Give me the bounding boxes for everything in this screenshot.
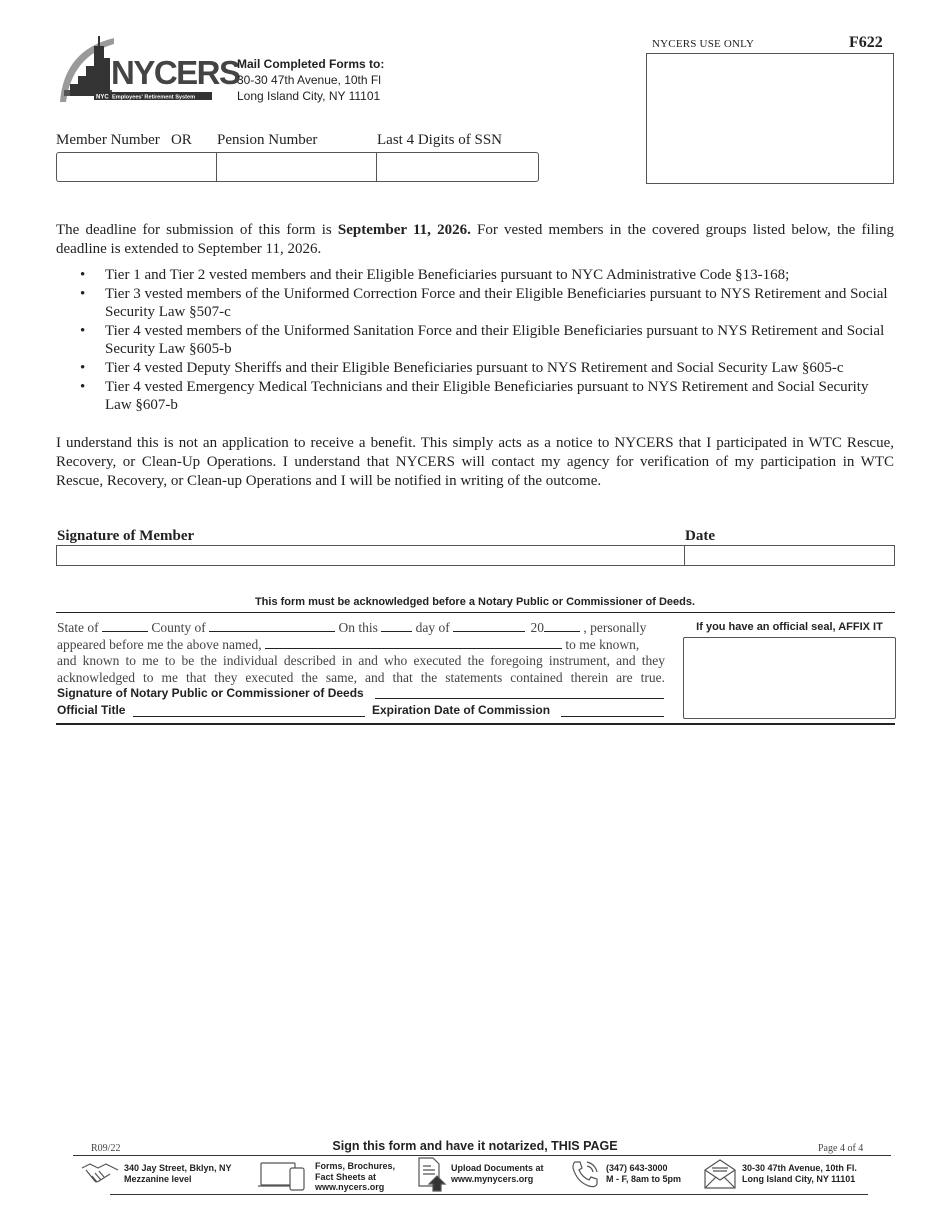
notary-line-4: acknowledged to me that they executed the same, and that the statements contained therein are true. — [57, 670, 665, 685]
to-me-known-label: to me known, — [565, 637, 640, 652]
list-item: • Tier 3 vested members of the Uniformed Correction Force and their Eligible Beneficiaries pursuant to NYS Retirement and Social Security Law §507-c — [80, 285, 892, 322]
envelope-icon — [703, 1158, 737, 1195]
county-field[interactable] — [209, 619, 335, 632]
appeared-label: appeared before me the above named, — [57, 637, 262, 652]
footer-text: www.nycers.org — [315, 1182, 385, 1192]
divider — [56, 612, 895, 613]
footer-item-office — [124, 1163, 232, 1184]
day-field[interactable] — [381, 619, 412, 632]
handshake-icon — [80, 1158, 120, 1195]
divider — [73, 1155, 891, 1156]
form-id: F622 — [849, 34, 883, 51]
footer-text: (347) 643-3000 — [606, 1163, 668, 1173]
ssn-field[interactable] — [376, 152, 539, 182]
member-signature-label: Signature of Member — [57, 528, 195, 544]
footer-item-mail — [742, 1163, 857, 1184]
divider — [56, 723, 895, 725]
year-field[interactable] — [544, 619, 580, 632]
seal-label: If you have an official seal, AFFIX IT — [696, 621, 883, 633]
year-prefix: 20 — [530, 620, 545, 635]
pension-number-field[interactable] — [216, 152, 377, 182]
revision-code: R09/22 — [91, 1143, 121, 1154]
mail-line-2: Long Island City, NY 11101 — [237, 89, 381, 103]
footer-text: Upload Documents at — [451, 1163, 544, 1173]
pension-number-label: Pension Number — [217, 132, 318, 148]
deadline-paragraph — [56, 221, 894, 259]
state-of-label: State of — [57, 620, 99, 635]
seal-box — [683, 637, 896, 719]
footer-text: 340 Jay Street, Bklyn, NY — [124, 1163, 232, 1173]
use-only-box — [646, 53, 894, 184]
notary-heading: This form must be acknowledged before a Notary Public or Commissioner of Deeds. — [254, 596, 696, 608]
footer-text: Forms, Brochures, — [315, 1161, 396, 1171]
deadline-pre: The deadline for submission of this form is — [56, 222, 338, 238]
mailing-address — [237, 56, 384, 104]
upload-icon — [415, 1156, 447, 1197]
footer-text: Long Island City, NY 11101 — [742, 1173, 856, 1184]
ssn-label: Last 4 Digits of SSN — [377, 132, 503, 148]
deadline-date: September 11, 2026. — [337, 222, 471, 238]
footer-text: Fact Sheets at — [315, 1171, 377, 1182]
footer-item-upload — [451, 1163, 544, 1184]
footer-item-forms — [315, 1161, 395, 1193]
phone-icon — [569, 1158, 601, 1195]
date-field[interactable] — [684, 545, 895, 566]
footer-text: www.mynycers.org — [451, 1173, 534, 1184]
devices-icon — [258, 1160, 308, 1197]
expiration-field[interactable] — [561, 716, 664, 717]
county-of-label: County of — [151, 620, 206, 635]
understanding-paragraph: I understand this is not an application to receive a benefit. This simply acts as a notice to NYCERS that I participated in WTC Rescue, Recovery, or Clean-Up Operations. I understand that NYCERS will contact my agency for verification of my participation in WTC Rescue, Recovery, or Clean-up Operations and I will be notified in writing of the outcome. — [56, 435, 894, 489]
list-item: • Tier 4 vested Emergency Medical Technicians and their Eligible Beneficiaries pursuant to NYS Retirement and Social Security Law §607-b — [80, 378, 892, 415]
notary-line-3: and known to me to be the individual described in and who executed the foregoing instrument, and they — [57, 653, 665, 668]
notary-line-1 — [57, 619, 665, 636]
named-person-field[interactable] — [265, 636, 562, 649]
list-item: • Tier 1 and Tier 2 vested members and their Eligible Beneficiaries pursuant to NYC Administrative Code §13-168; — [80, 266, 892, 285]
month-field[interactable] — [453, 619, 525, 632]
logo-badge: NYC — [96, 94, 109, 101]
official-title-label: Official Title — [57, 703, 126, 717]
covered-groups-list — [80, 266, 892, 415]
footer-instruction: Sign this form and have it notarized, THIS PAGE — [332, 1139, 618, 1153]
logo-subtext: Employees' Retirement System — [112, 94, 196, 101]
mail-heading: Mail Completed Forms to: — [237, 57, 385, 71]
member-number-label: Member Number OR — [56, 132, 192, 148]
footer-text: M - F, 8am to 5pm — [606, 1173, 682, 1184]
member-signature-field[interactable] — [56, 545, 685, 566]
divider — [110, 1194, 868, 1195]
list-item: • Tier 4 vested members of the Uniformed Sanitation Force and their Eligible Beneficiaries pursuant to NYS Retirement and Social Security Law §605-b — [80, 322, 892, 359]
page-number: Page 4 of 4 — [818, 1143, 864, 1154]
list-item: • Tier 4 vested Deputy Sheriffs and their Eligible Beneficiaries pursuant to NYS Retirement and Social Security Law §605-c — [80, 359, 892, 378]
state-field[interactable] — [102, 619, 148, 632]
expiration-label: Expiration Date of Commission — [372, 703, 551, 717]
day-of-label: day of — [415, 620, 450, 635]
footer-text: 30-30 47th Avenue, 10th Fl. — [742, 1163, 857, 1173]
personally-label: , personally — [583, 620, 647, 635]
nycers-logo — [56, 30, 240, 104]
notary-signature-label: Signature of Notary Public or Commissioner of Deeds — [57, 686, 364, 700]
member-number-field[interactable] — [56, 152, 217, 182]
use-only-label: NYCERS USE ONLY — [652, 38, 755, 50]
on-this-label: On this — [338, 620, 378, 635]
official-title-field[interactable] — [133, 716, 365, 717]
date-label: Date — [685, 528, 715, 544]
footer-item-phone — [606, 1163, 681, 1184]
logo-wordmark: NYCERS — [111, 54, 240, 91]
notary-signature-field[interactable] — [375, 698, 664, 699]
mail-line-1: 30-30 47th Avenue, 10th Fl — [237, 73, 381, 87]
footer-text: Mezzanine level — [124, 1173, 192, 1184]
notary-line-2 — [57, 636, 665, 653]
deadline-post: For vested members in the covered groups listed below, the filing deadline is extended to September 11, 2026. — [56, 222, 894, 257]
